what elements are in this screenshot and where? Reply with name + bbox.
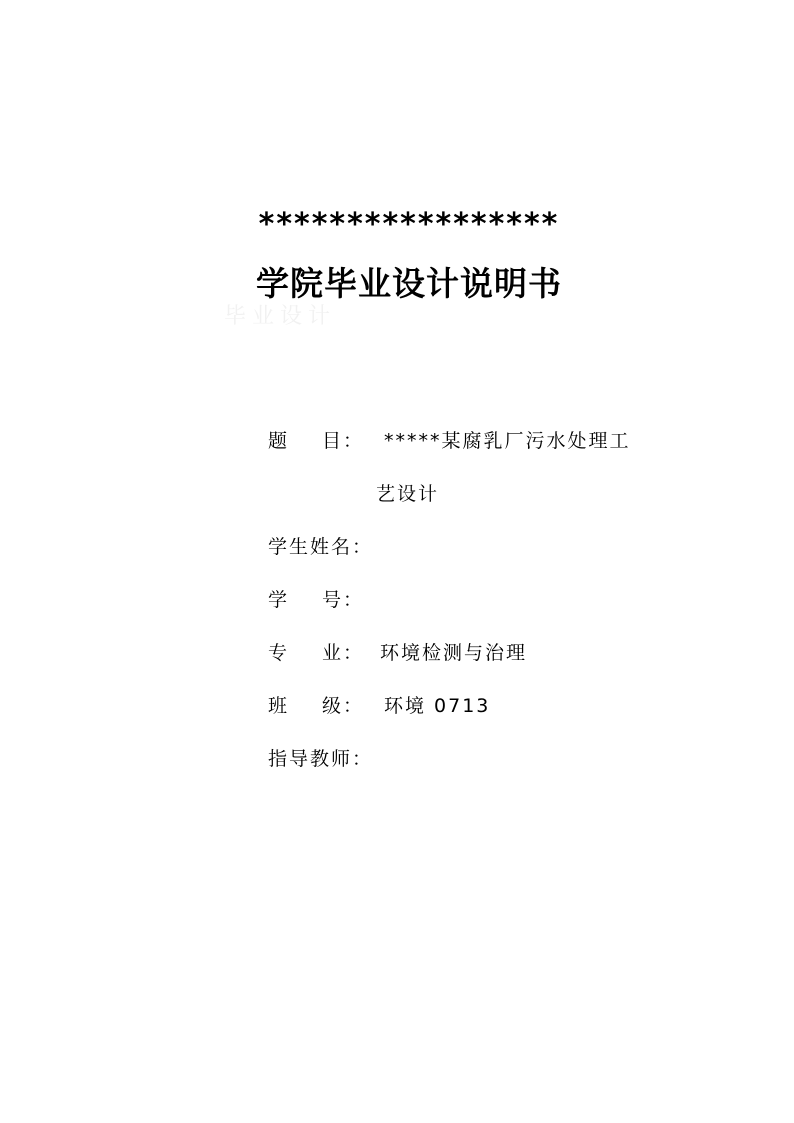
major-label-part2: 业： bbox=[321, 642, 364, 664]
class-value: 环境 0713 bbox=[384, 695, 491, 717]
class-row bbox=[268, 689, 688, 742]
faint-watermark-text: 毕业设计 bbox=[224, 304, 337, 329]
class-label bbox=[268, 689, 364, 723]
student-id-row bbox=[268, 583, 688, 636]
student-id-label-part1: 学 bbox=[268, 589, 290, 611]
topic-label-part2: 目： bbox=[321, 430, 364, 452]
advisor-label: 指导教师： bbox=[268, 748, 374, 770]
student-id-label bbox=[268, 583, 364, 617]
student-name-label: 学生姓名： bbox=[268, 536, 374, 558]
student-id-label-part2: 号： bbox=[321, 589, 364, 611]
topic-label bbox=[268, 424, 364, 458]
topic-value-line1: *****某腐乳厂污水处理工 bbox=[384, 430, 631, 452]
title-stars: ***************** bbox=[258, 207, 560, 242]
student-name-row bbox=[268, 530, 688, 583]
advisor-row bbox=[268, 742, 688, 795]
major-label-part1: 专 bbox=[268, 642, 290, 664]
major-value: 环境检测与治理 bbox=[380, 642, 528, 664]
topic-value-line2: 艺设计 bbox=[376, 483, 440, 505]
major-row bbox=[268, 636, 688, 689]
document-title: 学院毕业设计说明书 bbox=[256, 264, 562, 303]
class-label-part1: 班 bbox=[268, 695, 290, 717]
cover-info-block bbox=[268, 424, 688, 795]
topic-continuation-row bbox=[268, 477, 688, 530]
topic-label-part1: 题 bbox=[268, 430, 290, 452]
major-label bbox=[268, 636, 364, 670]
class-label-part2: 级： bbox=[321, 695, 364, 717]
topic-row bbox=[268, 424, 688, 477]
